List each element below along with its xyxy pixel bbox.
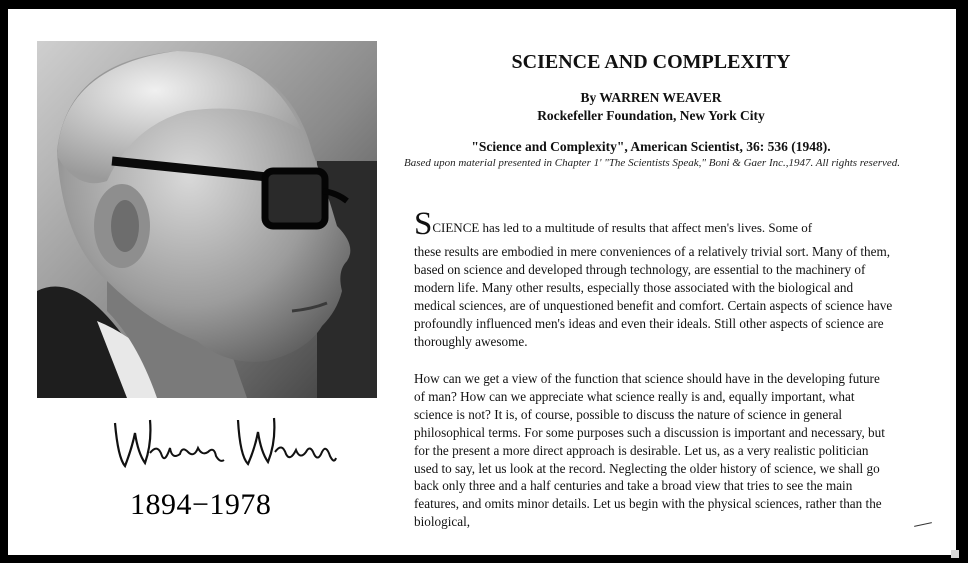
citation: "Science and Complexity", American Scientist, 36: 536 (1948).	[471, 139, 831, 154]
first-line-rest: CIENCE has led to a multitude of results that affect men's lives. Some of	[432, 220, 813, 235]
drop-cap: S	[414, 206, 433, 242]
author-byline: By WARREN WEAVER	[580, 90, 722, 105]
page-title: SCIENCE AND COMPLEXITY	[511, 51, 791, 73]
life-years: 1894−1978	[130, 488, 272, 521]
first-line	[414, 206, 894, 242]
paragraph-1	[414, 206, 894, 350]
source-note: Based upon material presented in Chapter 1' "The Scientists Speak," Boni & Gaer Inc.,1947. All rights reserved.	[403, 157, 901, 169]
signature	[110, 408, 340, 478]
author-affiliation: Rockefeller Foundation, New York City	[537, 108, 765, 123]
paragraph-2: How can we get a view of the function that science should have in the developing future of man? How can we appreciate what science really is and, equally important, what science is not? It is, of course, possible to discuss the nature of science in general philosophical terms. For some purposes such a discussion is important and necessary, but for the present a more direct approach is desirable. Let us, as a very realistic politician used to say, let us look at the record. Neglecting the older history of science, we shall go back only three and a half centuries and take a broad view that tries to see the main features, and omits minor details. Let us begin with the physical sciences, rather than the biological,	[414, 371, 885, 530]
paragraph-1-rest: these results are embodied in mere conveniences of a relatively trivial sort. Many of them, based on science and developed through technology, are essential to the machinery of modern life. Many other results, especially those associated with the biological and medical sciences, are of unquestioned benefit and comfort. Certain aspects of science have profoundly influenced men's ideas and even their ideals. Still other aspects of science are thoroughly awesome.	[414, 244, 893, 349]
portrait-photo	[37, 41, 377, 398]
